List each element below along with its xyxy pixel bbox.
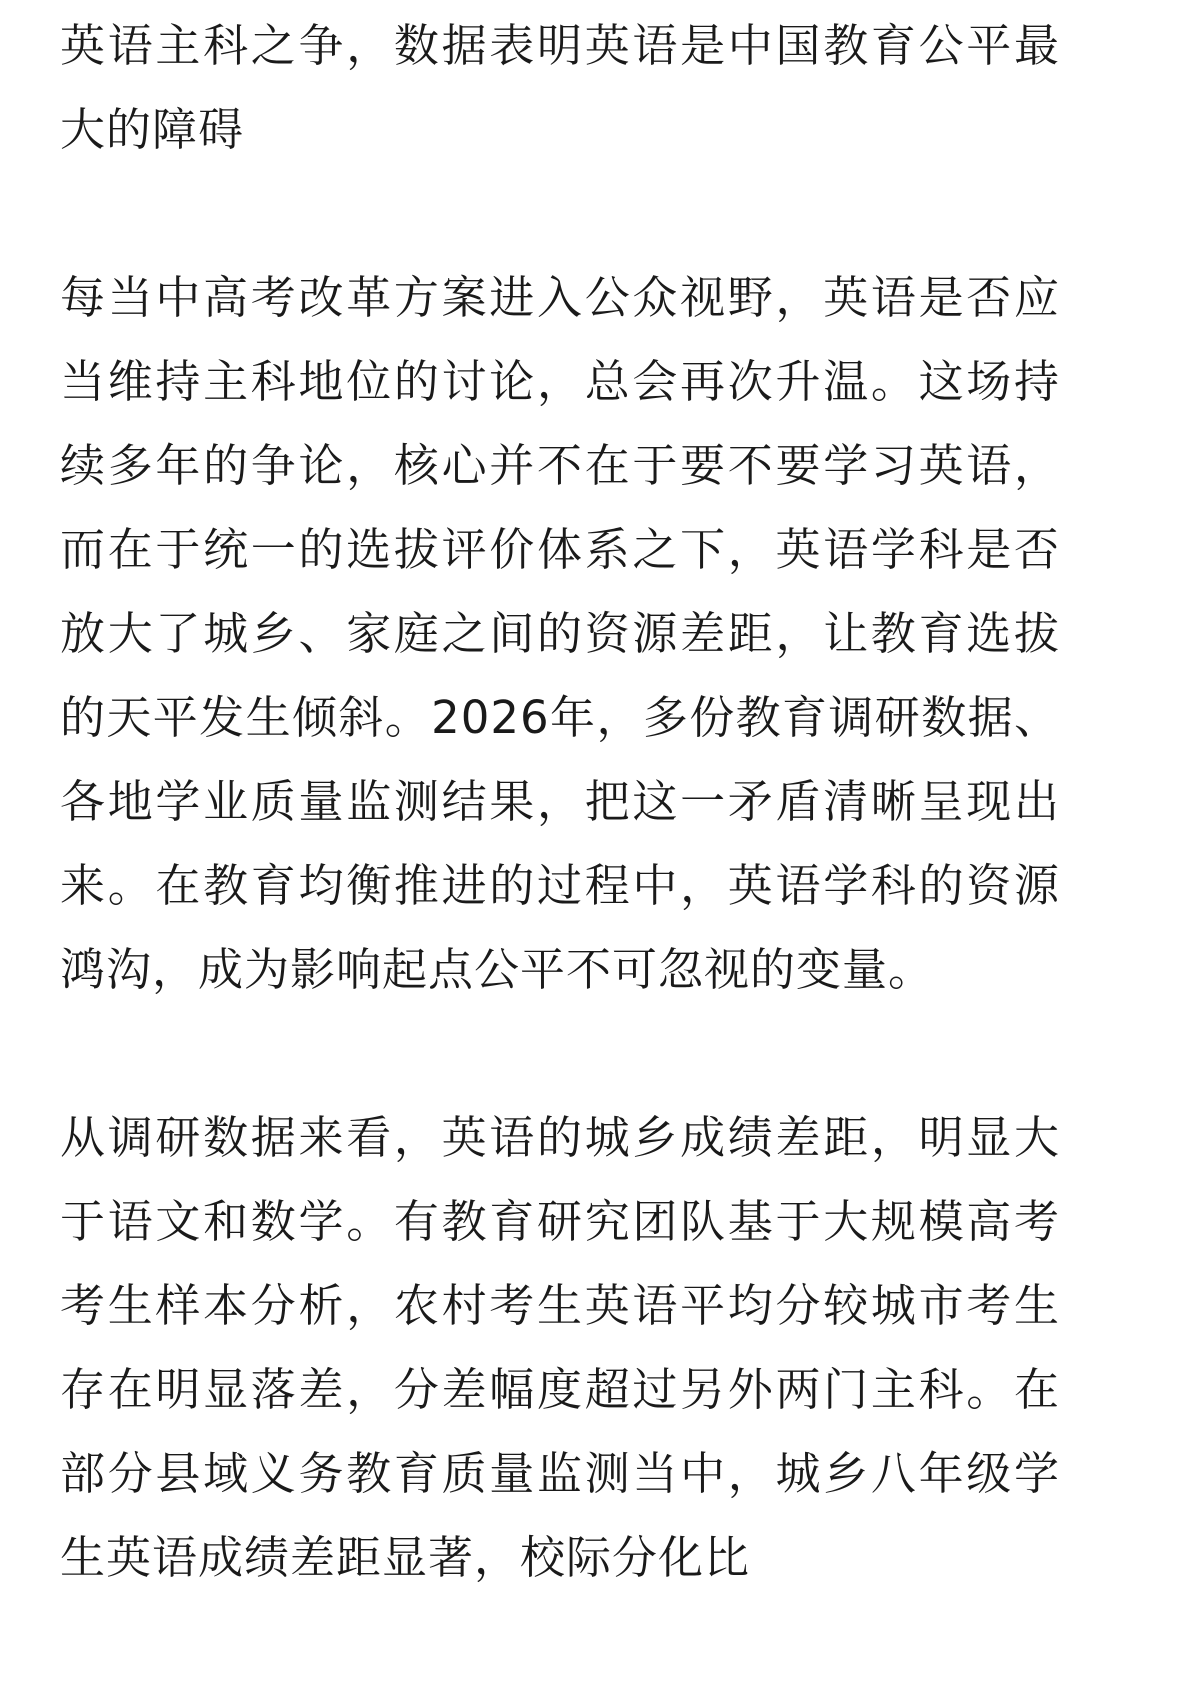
article-title: 英语主科之争，数据表明英语是中国教育公平最大的障碍: [60, 19, 1060, 156]
article-paragraph-2: 从调研数据来看，英语的城乡成绩差距，明显大于语文和数学。有教育研究团队基于大规模高考考生样本分析，农村考生英语平均分较城市考生存在明显落差，分差幅度超过另外两门主科。在部分县域义务教育质量监测当中，城乡八年级学生英语成绩差距显著，校际分化比: [60, 1111, 1060, 1584]
article-paragraph-1: 每当中高考改革方案进入公众视野，英语是否应当维持主科地位的讨论，总会再次升温。这场持续多年的争论，核心并不在于要不要学习英语，而在于统一的选拔评价体系之下，英语学科是否放大了城乡、家庭之间的资源差距，让教育选拔的天平发生倾斜。2026年，多份教育调研数据、各地学业质量监测结果，把这一矛盾清晰呈现出来。在教育均衡推进的过程中，英语学科的资源鸿沟，成为影响起点公平不可忽视的变量。: [60, 271, 1060, 996]
article-body: [60, 4, 1060, 1684]
